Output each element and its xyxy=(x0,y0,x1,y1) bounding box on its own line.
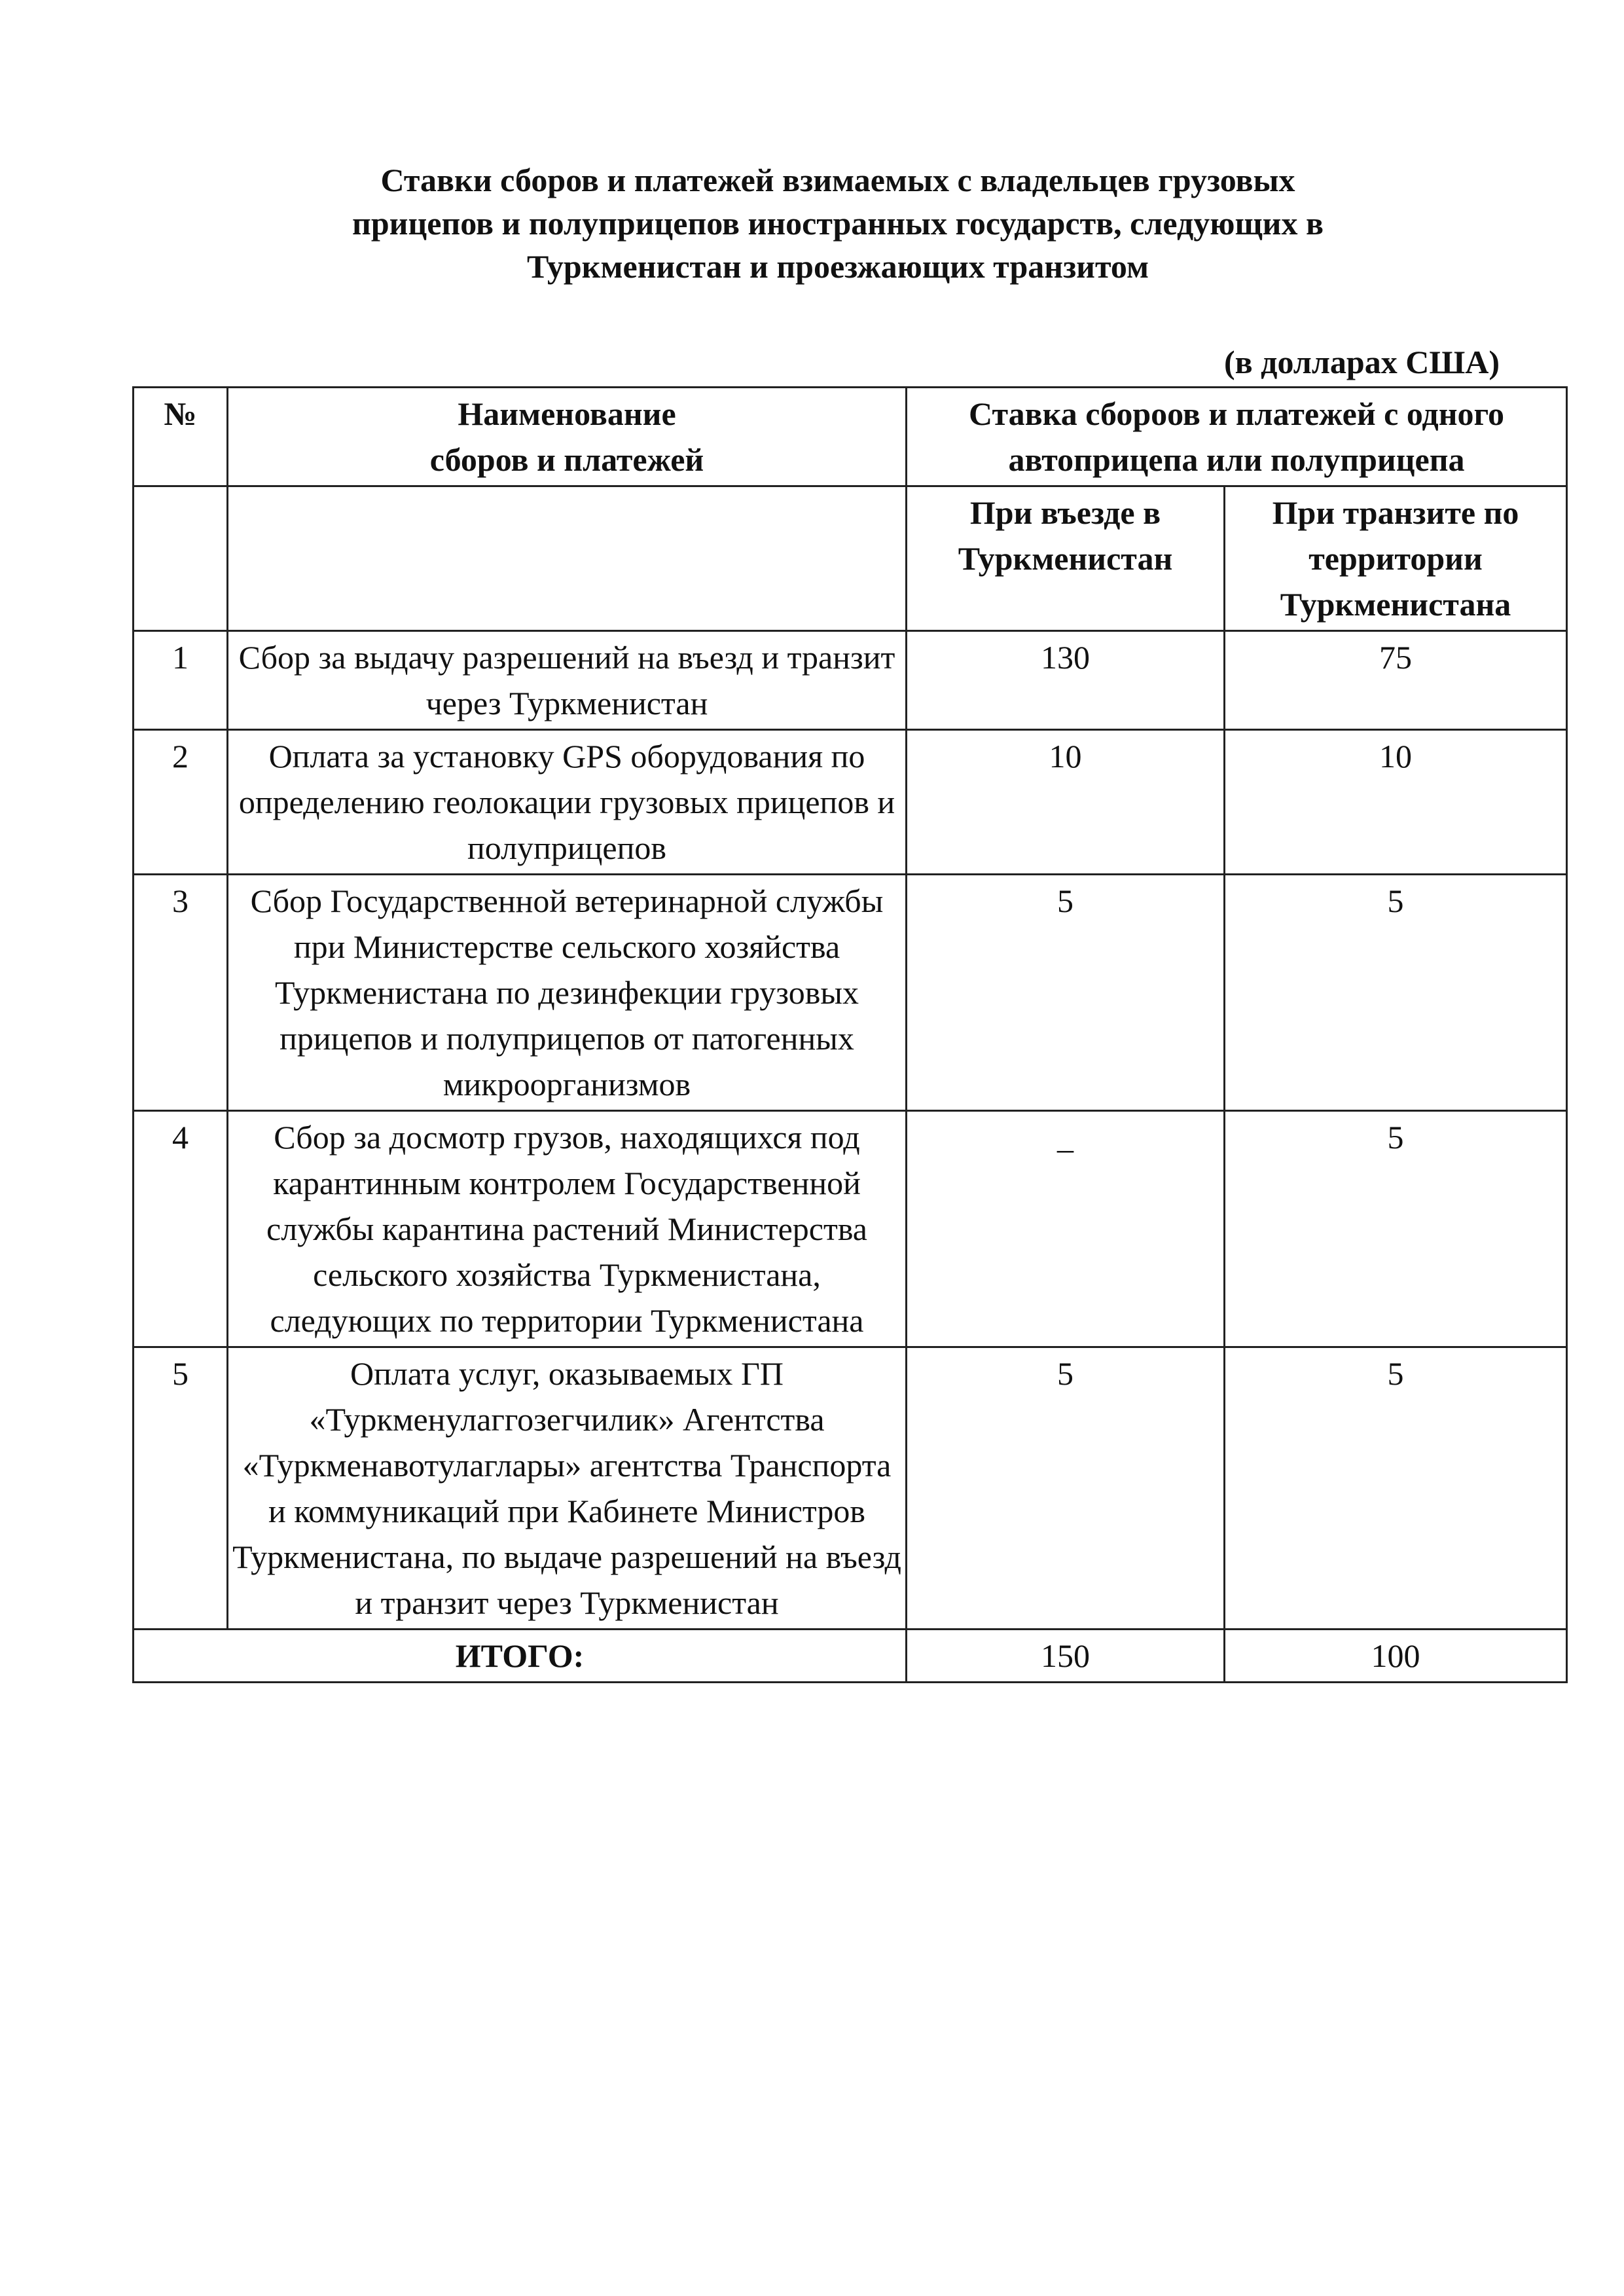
rates-table xyxy=(132,386,1568,1683)
subheader-blank-name xyxy=(228,486,907,631)
row-transit: 5 xyxy=(1225,1111,1567,1347)
total-entry: 150 xyxy=(907,1630,1225,1683)
total-label: ИТОГО: xyxy=(134,1630,907,1683)
subheader-row xyxy=(134,486,1567,631)
currency-note: (в долларах США) xyxy=(1224,344,1500,380)
subheader-blank-num xyxy=(134,486,228,631)
title-line-2: прицепов и полуприцепов иностранных государств, следующих в xyxy=(352,205,1324,242)
header-name xyxy=(228,388,907,486)
row-num: 1 xyxy=(134,631,228,730)
header-num: № xyxy=(134,388,228,486)
row-transit: 5 xyxy=(1225,1347,1567,1630)
row-entry: 5 xyxy=(907,1347,1225,1630)
row-num: 3 xyxy=(134,875,228,1111)
row-transit: 75 xyxy=(1225,631,1567,730)
row-num: 5 xyxy=(134,1347,228,1630)
total-transit: 100 xyxy=(1225,1630,1567,1683)
row-name: Оплата услуг, оказываемых ГП «Туркменулаггозегчилик» Агентства «Туркменавотулаглары» агентства Транспорта и коммуникаций при Кабинете Министров Туркменистана, по выдаче разрешений на въезд и транзит через Туркменистан xyxy=(228,1347,907,1630)
title-line-1: Ставки сборов и платежей взимаемых с владельцев грузовых xyxy=(380,162,1295,198)
header-row xyxy=(134,388,1567,486)
table-row xyxy=(134,631,1567,730)
row-entry: 10 xyxy=(907,730,1225,875)
row-num: 2 xyxy=(134,730,228,875)
header-name-line1: Наименование xyxy=(458,395,676,432)
row-name: Сбор за выдачу разрешений на въезд и транзит через Туркменистан xyxy=(228,631,907,730)
table-row xyxy=(134,875,1567,1111)
row-name: Сбор за досмотр грузов, находящихся под карантинным контролем Государственной службы карантина растений Министерства сельского хозяйства Туркменистана, следующих по территории Туркменистана xyxy=(228,1111,907,1347)
table-row xyxy=(134,730,1567,875)
table-row xyxy=(134,1347,1567,1630)
row-name: Оплата за установку GPS оборудования по определению геолокации грузовых прицепов и полуприцепов xyxy=(228,730,907,875)
row-entry: 5 xyxy=(907,875,1225,1111)
total-row xyxy=(134,1630,1567,1683)
row-entry: 130 xyxy=(907,631,1225,730)
title-line-3: Туркменистан и проезжающих транзитом xyxy=(527,248,1149,285)
row-name: Сбор Государственной ветеринарной службы при Министерстве сельского хозяйства Туркменистана по дезинфекции грузовых прицепов и полуприцепов от патогенных микроорганизмов xyxy=(228,875,907,1111)
row-transit: 5 xyxy=(1225,875,1567,1111)
row-transit: 10 xyxy=(1225,730,1567,875)
row-num: 4 xyxy=(134,1111,228,1347)
header-entry: При въезде в Туркменистан xyxy=(907,486,1225,631)
table-row xyxy=(134,1111,1567,1347)
document-title xyxy=(196,158,1479,288)
header-transit: При транзите по территории Туркменистана xyxy=(1225,486,1567,631)
header-rate: Ставка сбороов и платежей с одного автоприцепа или полуприцепа xyxy=(907,388,1567,486)
row-entry: _ xyxy=(907,1111,1225,1347)
header-name-line2: сборов и платежей xyxy=(429,441,704,478)
